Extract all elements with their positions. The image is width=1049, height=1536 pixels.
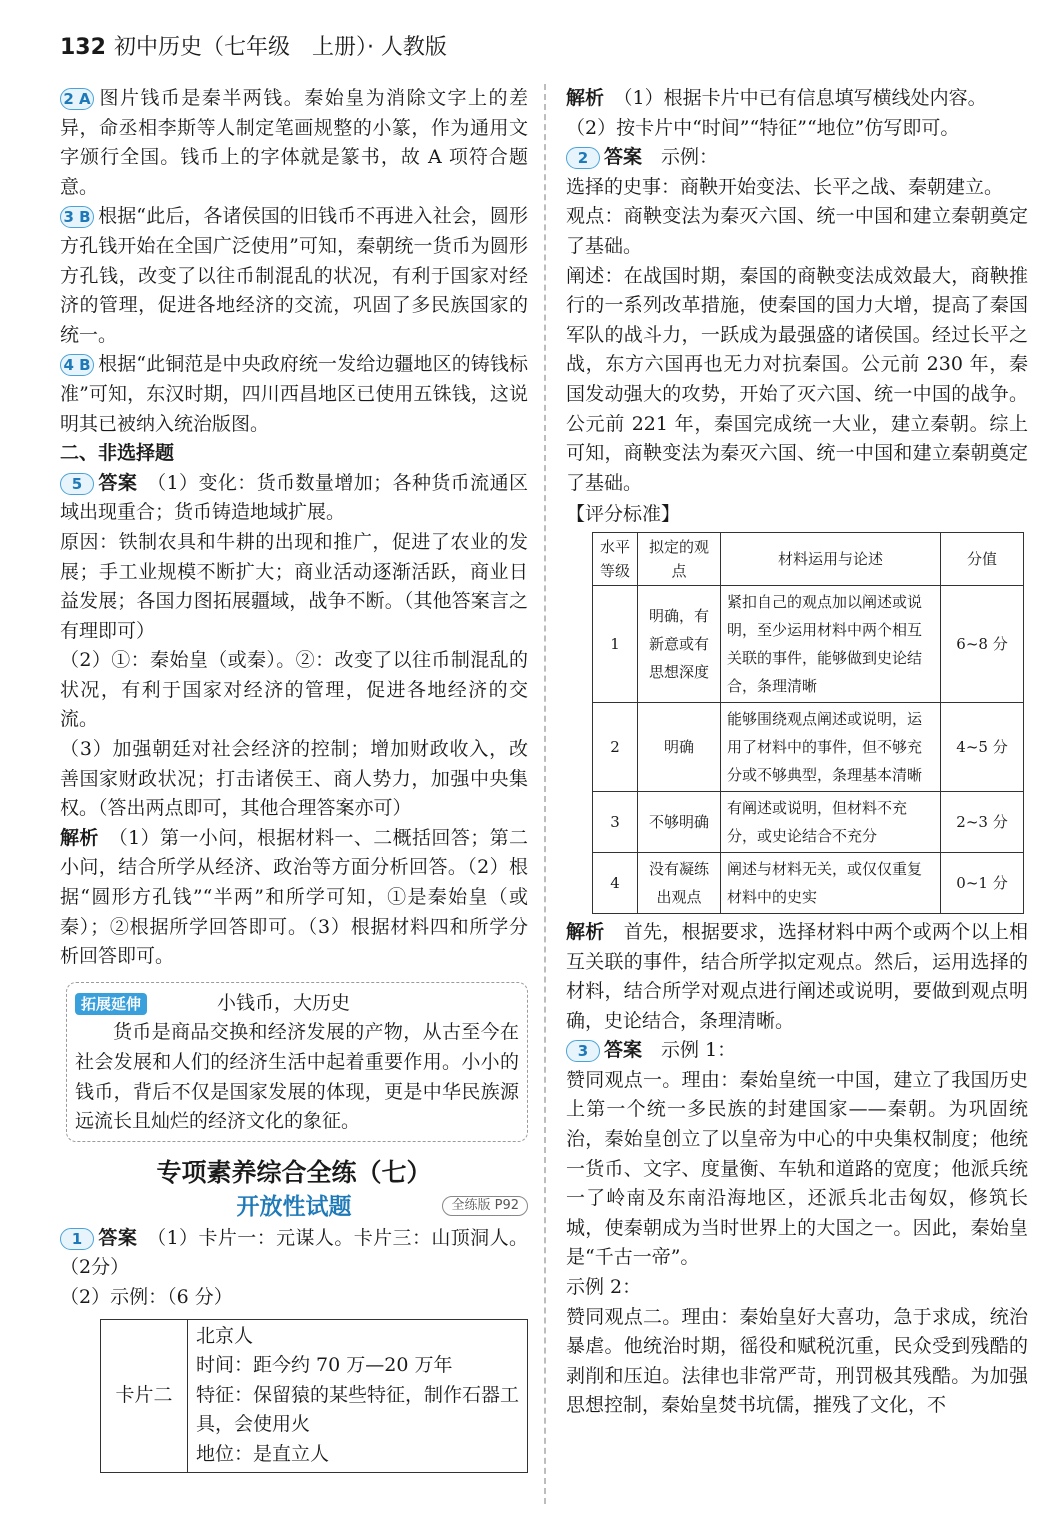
- score-header: 水平等级: [593, 532, 638, 585]
- column-divider: [544, 84, 546, 1504]
- question-number: 3 B: [60, 206, 94, 228]
- question-number: 1: [60, 1228, 94, 1250]
- card-line: 地位：是直立人: [196, 1442, 330, 1465]
- extension-box: [66, 982, 528, 1142]
- section-heading: 二、非选择题: [60, 442, 175, 465]
- page-number: 132: [60, 35, 106, 60]
- page-ref-tag: 全练版 P92: [442, 1196, 528, 1216]
- answer-q3-p3: 赞同观点二。理由：秦始皇好大喜功，急于求成，统治暴虐。他统治时期，徭役和赋税沉重，民众受到残酷的剥削和压迫。法律也非常严苛，刑罚极其残酷。为加强思想控制，秦始皇焚书坑儒，摧残了文化，不: [566, 1305, 1028, 1417]
- table-row: 1 明确，有新意或有思想深度 紧扣自己的观点加以阐述或说明，至少运用材料中两个相互关联的事件，能够做到史论结合，条理清晰 6~8 分: [593, 585, 1024, 702]
- answer-q5-p3: （2）①：秦始皇（或秦）。②：改变了以往币制混乱的状况，有利于国家对经济的管理，促进各地经济的交流。: [60, 649, 528, 731]
- question-number: 3: [566, 1040, 600, 1062]
- special-subtitle: 开放性试题 全练版 P92: [60, 1190, 528, 1224]
- card-line: 时间：距今约 70 万—20 万年: [196, 1354, 453, 1377]
- card-table: [100, 1319, 528, 1473]
- card-key: 卡片二: [101, 1319, 188, 1472]
- score-header: 分值: [941, 532, 1024, 585]
- analysis-q5: 解析 （1）第一小问，根据材料一、二概括回答；第二小问，结合所学从经济、政治等方面分析回答。（2）根据“圆形方孔钱”“半两”和所学可知，①是秦始皇（或秦）；②根据所学回答即可。（3）根据材料四和所学分析回答即可。: [60, 826, 528, 968]
- book-title: 初中历史（七年级 上册）· 人教版: [113, 35, 447, 60]
- answer-q1-p2: （2）示例：（6 分）: [60, 1285, 233, 1308]
- table-row: 4 没有凝练出观点 阐述与材料无关，或仅仅重复材料中的史实 0~1 分: [593, 852, 1024, 913]
- answer-q3: 3 B 根据“此后，各诸侯国的旧钱币不再进入社会，圆形方孔钱开始在全国广泛使用”可知，秦朝统一货币为圆形方孔钱，改变了以往币制混乱的状况，有利于国家对经济的管理，促进各地经济的交流，巩固了多民族国家的统一。: [60, 205, 528, 346]
- score-header: 材料运用与论述: [721, 532, 941, 585]
- answer-q2-p3: 阐述：在战国时期，秦国的商鞅变法成效最大，商鞅推行的一系列改革措施，使秦国的国力大增，提高了秦国军队的战斗力，一跃成为最强盛的诸侯国。经过长平之战，东方六国再也无力对抗秦国。公元前 230 年，秦国发动强大的攻势，开始了灭六国、统一中国的战争。公元前 221 年，秦国完成统一大业，建立秦朝。综上可知，商鞅变法为秦灭六国、统一中国和建立秦朝奠定了基础。: [566, 264, 1028, 494]
- card-content: [188, 1319, 528, 1472]
- analysis-q1-p1: 解析 （1）根据卡片中已有信息填写横线处内容。: [566, 87, 987, 109]
- card-line: 北京人: [196, 1324, 254, 1347]
- answer-q2-p1: 选择的史事：商鞅开始变法、长平之战、秦朝建立。: [566, 175, 1004, 198]
- left-column: [60, 84, 528, 1473]
- answer-q1-p1: 1 答案 （1）卡片一：元谋人。卡片三：山顶洞人。（2分）: [60, 1226, 528, 1279]
- score-table: [592, 532, 1024, 914]
- answer-q2-p2: 观点：商鞅变法为秦灭六国、统一中国和建立秦朝奠定了基础。: [566, 205, 1028, 257]
- question-number: 2 A: [60, 88, 94, 110]
- page-header: [60, 30, 447, 61]
- extension-title: 小钱币，大历史: [217, 991, 351, 1014]
- analysis-q2: 解析 首先，根据要求，选择材料中两个或两个以上相互关联的事件，结合所学拟定观点。然后，运用选择的材料，结合所学对观点进行阐述或说明，要做到观点明确，史论结合，条理清晰。: [566, 920, 1028, 1032]
- answer-q2: 2 A 图片钱币是秦半两钱。秦始皇为消除文字上的差异，命丞相李斯等人制定笔画规整的小篆，作为通用文字颁行全国。钱币上的字体就是篆书，故 A 项符合题意。: [60, 87, 528, 198]
- score-header: 拟定的观点: [638, 532, 721, 585]
- answer-q2-intro: 2 答案 示例：: [566, 143, 1028, 173]
- analysis-q1-p2: （2）按卡片中“时间”“特征”“地位”仿写即可。: [566, 116, 960, 139]
- answer-q3-p1: 赞同观点一。理由：秦始皇统一中国，建立了我国历史上第一个统一多民族的封建国家——秦朝。为巩固统治，秦始皇创立了以皇帝为中心的中央集权制度；他统一货币、文字、度量衡、车轨和道路的宽度；他派兵统一了岭南及东南沿海地区，还派兵北击匈奴，修筑长城，使秦朝成为当时世界上的大国之一。因此，秦始皇是“千古一帝”。: [566, 1068, 1028, 1269]
- answer-q4: 4 B 根据“此铜范是中央政府统一发给边疆地区的铸钱标准”可知，东汉时期，四川西昌地区已使用五铢钱，这说明其已被纳入统治版图。: [60, 353, 528, 435]
- question-number: 4 B: [60, 354, 94, 376]
- extension-text: 货币是商品交换和经济发展的产物，从古至今在社会发展和人们的经济生活中起着重要作用。小小的钱币，背后不仅是国家发展的体现，更是中华民族源远流长且灿烂的经济文化的象征。: [75, 1021, 519, 1133]
- answer-q3-intro: 3 答案 示例 1：: [566, 1036, 1028, 1066]
- answer-q5-p2: 原因：铁制农具和牛耕的出现和推广，促进了农业的发展；手工业规模不断扩大；商业活动逐渐活跃，商业日益发展；各国力图拓展疆域，战争不断。（其他答案言之有理即可）: [60, 530, 528, 642]
- table-row: 3 不够明确 有阐述或说明，但材料不充分，或史论结合不充分 2~3 分: [593, 791, 1024, 852]
- extension-badge: 拓展延伸: [75, 993, 147, 1015]
- right-column: [566, 84, 1028, 1421]
- answer-q5-p1: 5 答案 （1）变化：货币数量增加；各种货币流通区域出现重合；货币铸造地域扩展。: [60, 471, 528, 524]
- answer-q3-p2: 示例 2：: [566, 1276, 642, 1299]
- question-number: 5: [60, 473, 94, 495]
- question-number: 2: [566, 147, 600, 169]
- table-row: 2 明确 能够围绕观点阐述或说明，运用了材料中的事件，但不够充分或不够典型，条理基本清晰 4~5 分: [593, 702, 1024, 791]
- score-standard-title: 【评分标准】: [566, 503, 681, 526]
- card-line: 特征：保留猿的某些特征，制作石器工具，会使用火: [196, 1383, 520, 1436]
- answer-q5-p4: （3）加强朝廷对社会经济的控制；增加财政收入，改善国家财政状况；打击诸侯王、商人势力，加强中央集权。（答出两点即可，其他合理答案亦可）: [60, 738, 528, 820]
- special-title: 专项素养综合全练（七）: [156, 1157, 432, 1187]
